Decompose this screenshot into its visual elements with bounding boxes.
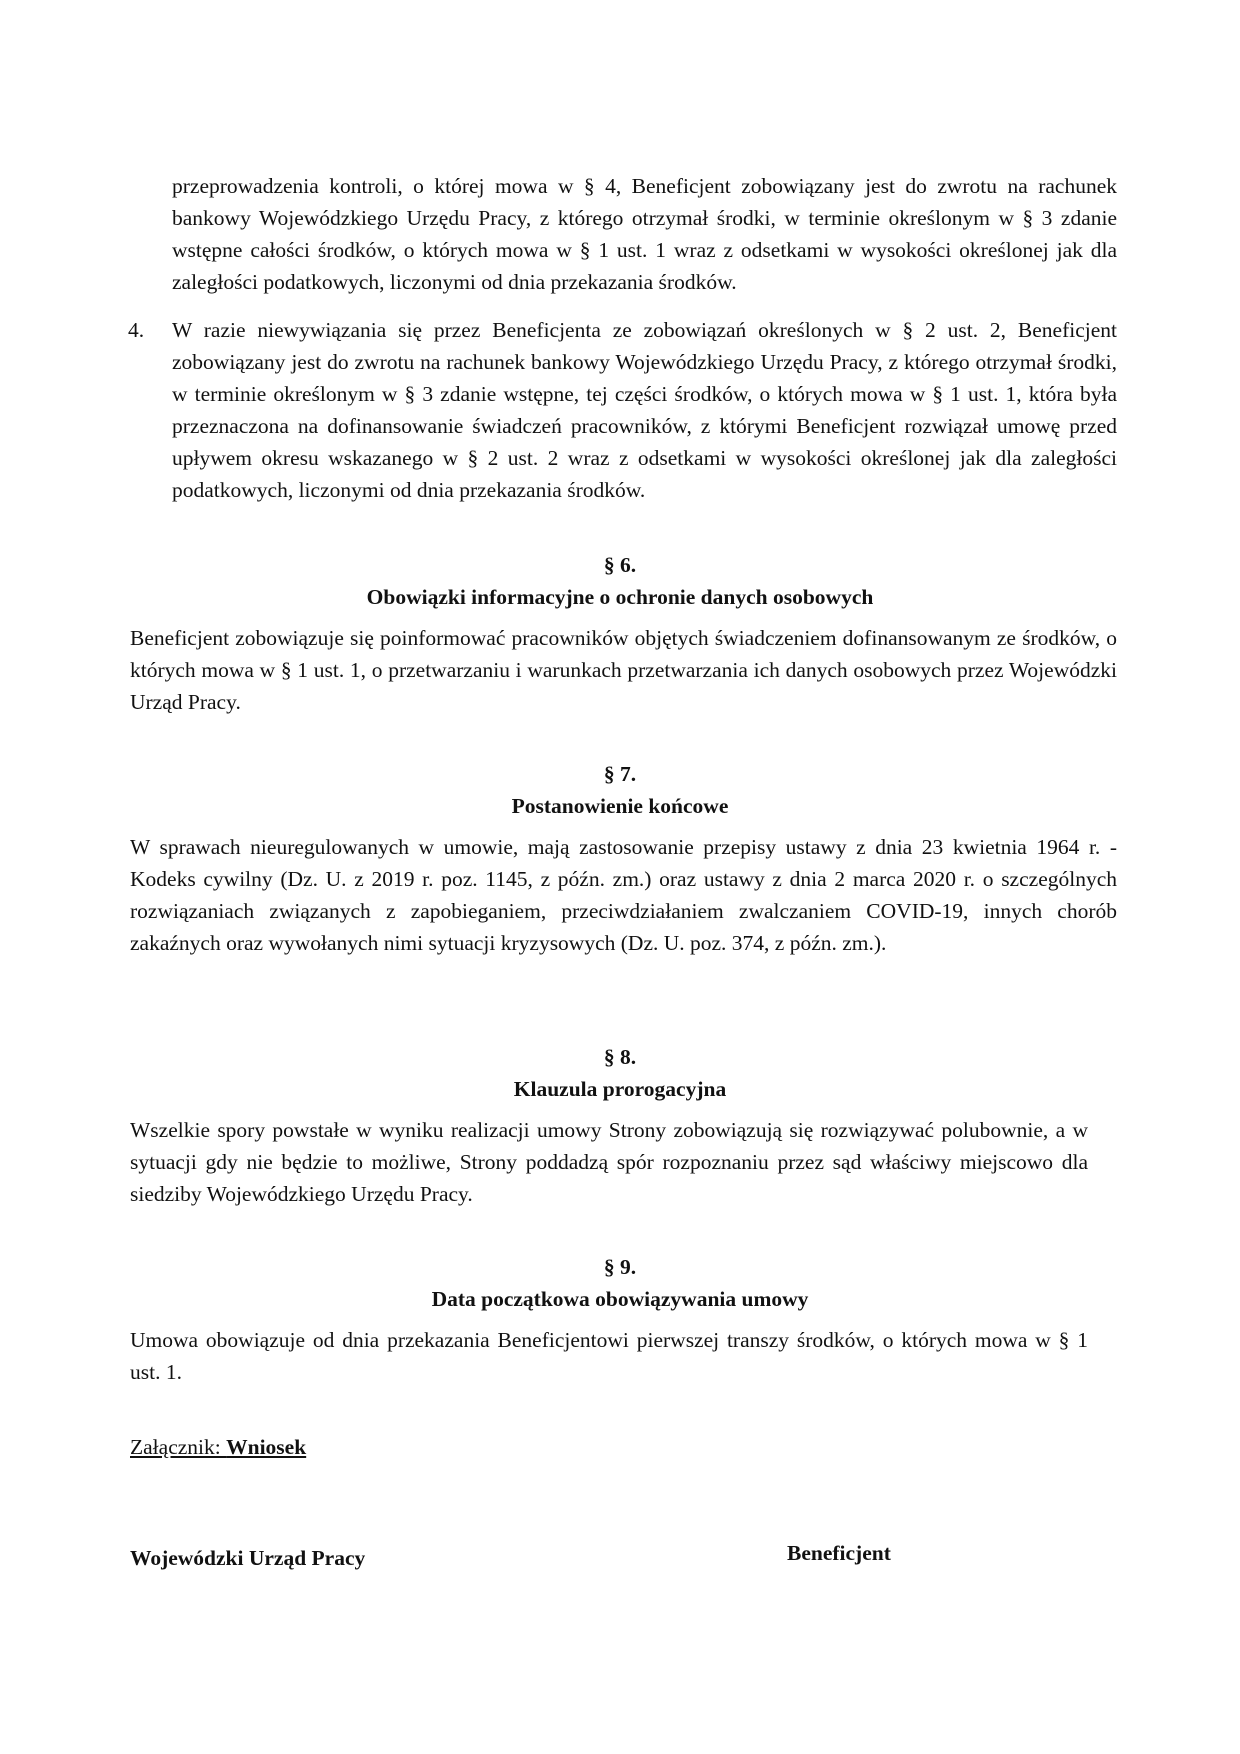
section-7-paragraph: W sprawach nieuregulowanych w umowie, mają zastosowanie przepisy ustawy z dnia 23 kwietnia 1964 r. - Kodeks cywilny (Dz. U. z 2019 r. poz. 1145, z późn. zm.) oraz ustawy z dnia 2 marca 2020 r. o szczególnych rozwiązaniach związanych z zapobieganiem, przeciwdziałaniem zwalczaniem COVID-19, innych chorób zakaźnych oraz wywołanych nimi sytuacji kryzysowych (Dz. U. poz. 374, z późn. zm.). <box>130 835 1117 955</box>
section-9-title: Data początkowa obowiązywania umowy <box>431 1287 809 1311</box>
section-9-paragraph: Umowa obowiązuje od dnia przekazania Beneficjentowi pierwszej transzy środków, o których mowa w § 1 ust. 1. <box>130 1328 1088 1384</box>
attachment-line <box>130 1431 306 1463</box>
section-6-title: Obowiązki informacyjne o ochronie danych osobowych <box>366 585 874 609</box>
signature-right-beneficjent: Beneficjent <box>787 1541 891 1565</box>
section-6-number: § 6. <box>603 553 637 577</box>
paragraph-intro-continuation: przeprowadzenia kontroli, o której mowa w § 4, Beneficjent zobowiązany jest do zwrotu na rachunek bankowy Wojewódzkiego Urzędu Pracy, z którego otrzymał środki, w terminie określonym w § 3 zdanie wstępne całości środków, o których mowa w § 1 ust. 1 wraz z odsetkami w wysokości określonej jak dla zaległości podatkowych, liczonymi od dnia przekazania środków. <box>172 174 1117 294</box>
list-number-4: 4. <box>128 318 145 342</box>
section-9-number: § 9. <box>603 1255 637 1279</box>
section-7-title: Postanowienie końcowe <box>511 794 729 818</box>
attachment-label: Załącznik: <box>130 1435 227 1459</box>
section-8-number: § 8. <box>603 1045 637 1069</box>
section-6-paragraph: Beneficjent zobowiązuje się poinformować pracowników objętych świadczeniem dofinansowanym ze środków, o których mowa w § 1 ust. 1, o przetwarzaniu i warunkach przetwarzania ich danych osobowych przez Wojewódzki Urząd Pracy. <box>130 626 1117 714</box>
paragraph-item-4: W razie niewywiązania się przez Beneficjenta ze zobowiązań określonych w § 2 ust. 2, Beneficjent zobowiązany jest do zwrotu na rachunek bankowy Wojewódzkiego Urzędu Pracy, z którego otrzymał środki, w terminie określonym w § 3 zdanie wstępne, tej części środków, o których mowa w § 1 ust. 1, która była przeznaczona na dofinansowanie świadczeń pracowników, z którymi Beneficjent rozwiązał umowę przed upływem okresu wskazanego w § 2 ust. 2 wraz z odsetkami w wysokości określonej jak dla zaległości podatkowych, liczonymi od dnia przekazania środków. <box>172 318 1117 502</box>
section-7-number: § 7. <box>603 762 637 786</box>
signature-left-wup: Wojewódzki Urząd Pracy <box>130 1546 366 1570</box>
section-8-paragraph: Wszelkie spory powstałe w wyniku realizacji umowy Strony zobowiązują się rozwiązywać polubownie, a w sytuacji gdy nie będzie to możliwe, Strony poddadzą spór rozpoznaniu przez sąd właściwy miejscowo dla siedziby Wojewódzkiego Urzędu Pracy. <box>130 1118 1088 1206</box>
section-8-title: Klauzula prorogacyjna <box>513 1077 727 1101</box>
attachment-name: Wniosek <box>226 1435 307 1459</box>
